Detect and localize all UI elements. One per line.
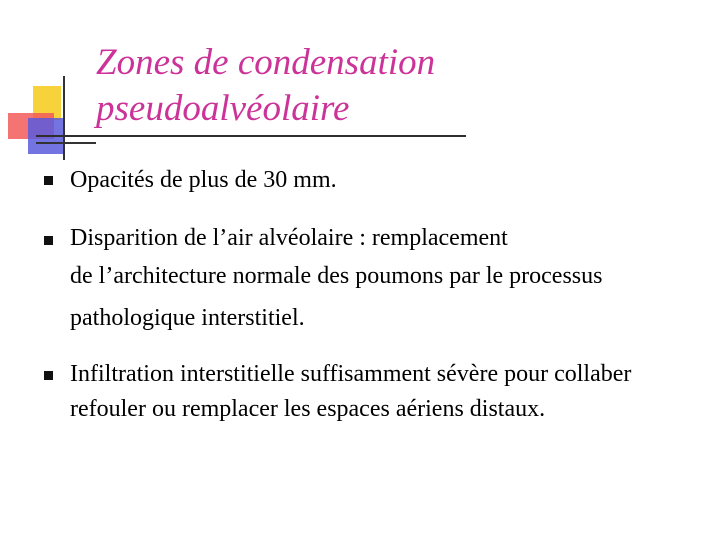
square-bullet-icon: [44, 176, 54, 186]
square-bullet-icon: [44, 236, 54, 246]
title-line-2: pseudoalvéolaire: [96, 88, 350, 129]
bullet-2-line-1: Disparition de l’air alvéolaire : remplacement: [70, 225, 508, 251]
bullet-2-line-2: de l’architecture normale des poumons par le processus: [70, 263, 603, 289]
bullet-3-line-1: Infiltration interstitielle suffisamment sévère pour collaber: [70, 361, 632, 387]
bullet-1-line-1: Opacités de plus de 30 mm.: [70, 167, 337, 193]
title-line-1: Zones de condensation: [96, 42, 436, 83]
square-bullet-icon: [44, 371, 54, 381]
bullet-2-line-3: pathologique interstitiel.: [70, 305, 305, 331]
bullet-3-line-2: refouler ou remplacer les espaces aériens distaux.: [70, 396, 546, 422]
